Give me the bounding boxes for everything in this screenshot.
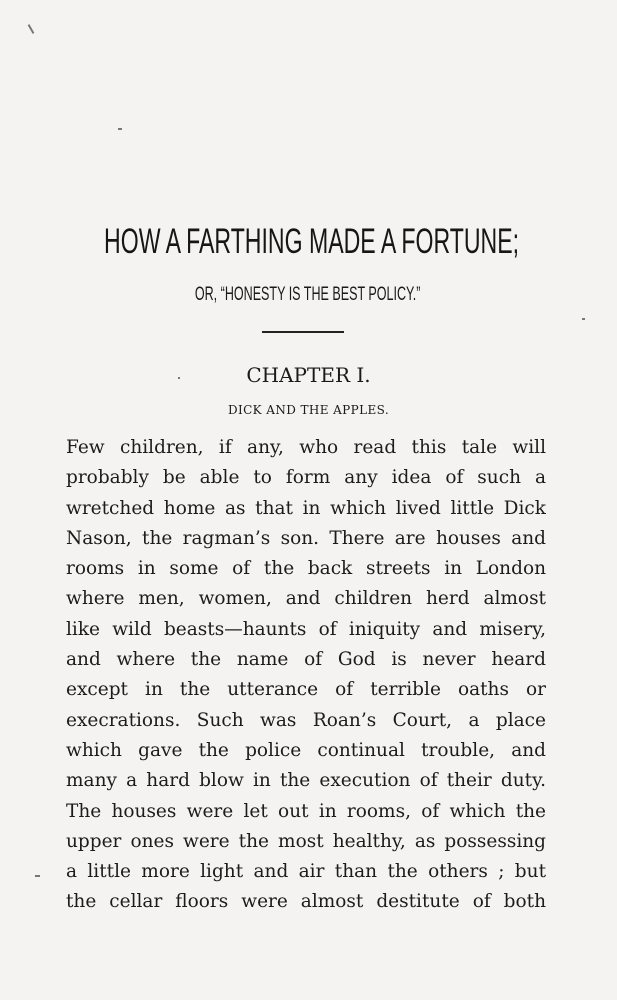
body-line: a little more light and air than the others ; but [66, 861, 546, 883]
body-line: rooms in some of the back streets in London [66, 558, 546, 580]
scan-speck [582, 318, 585, 320]
chapter-body [66, 433, 546, 918]
scan-speck [118, 128, 122, 130]
body-line: many a hard blow in the execution of their duty. [66, 770, 546, 792]
body-line: except in the utterance of terrible oaths or [66, 679, 546, 701]
body-line: execrations. Such was Roan’s Court, a place [66, 709, 546, 731]
body-line: The houses were let out in rooms, of which the [66, 800, 546, 822]
body-line: wretched home as that in which lived little Dick [66, 497, 546, 519]
scan-speck [178, 377, 180, 379]
body-line: the cellar floors were almost destitute of both [66, 891, 546, 913]
scan-speck [28, 24, 35, 34]
title-divider [262, 331, 344, 333]
book-title: HOW A FARTHING MADE A FORTUNE; [104, 222, 520, 261]
body-line: which gave the police continual trouble, and [66, 739, 546, 761]
body-line: like wild beasts—haunts of iniquity and misery, [66, 618, 546, 640]
body-line: probably be able to form any idea of such a [66, 467, 546, 489]
scan-speck [35, 875, 40, 877]
body-line: and where the name of God is never heard [66, 649, 546, 671]
chapter-subheading: DICK AND THE APPLES. [227, 403, 390, 417]
body-line: upper ones were the most healthy, as possessing [66, 830, 546, 852]
body-line: Few children, if any, who read this tale will [66, 437, 546, 458]
body-line: where men, women, and children herd almost [66, 588, 546, 610]
body-line: Nason, the ragman’s son. There are houses and [66, 527, 546, 549]
chapter-heading: CHAPTER I. [246, 363, 371, 387]
book-subtitle: OR, “HONESTY IS THE BEST POLICY.” [194, 284, 421, 305]
